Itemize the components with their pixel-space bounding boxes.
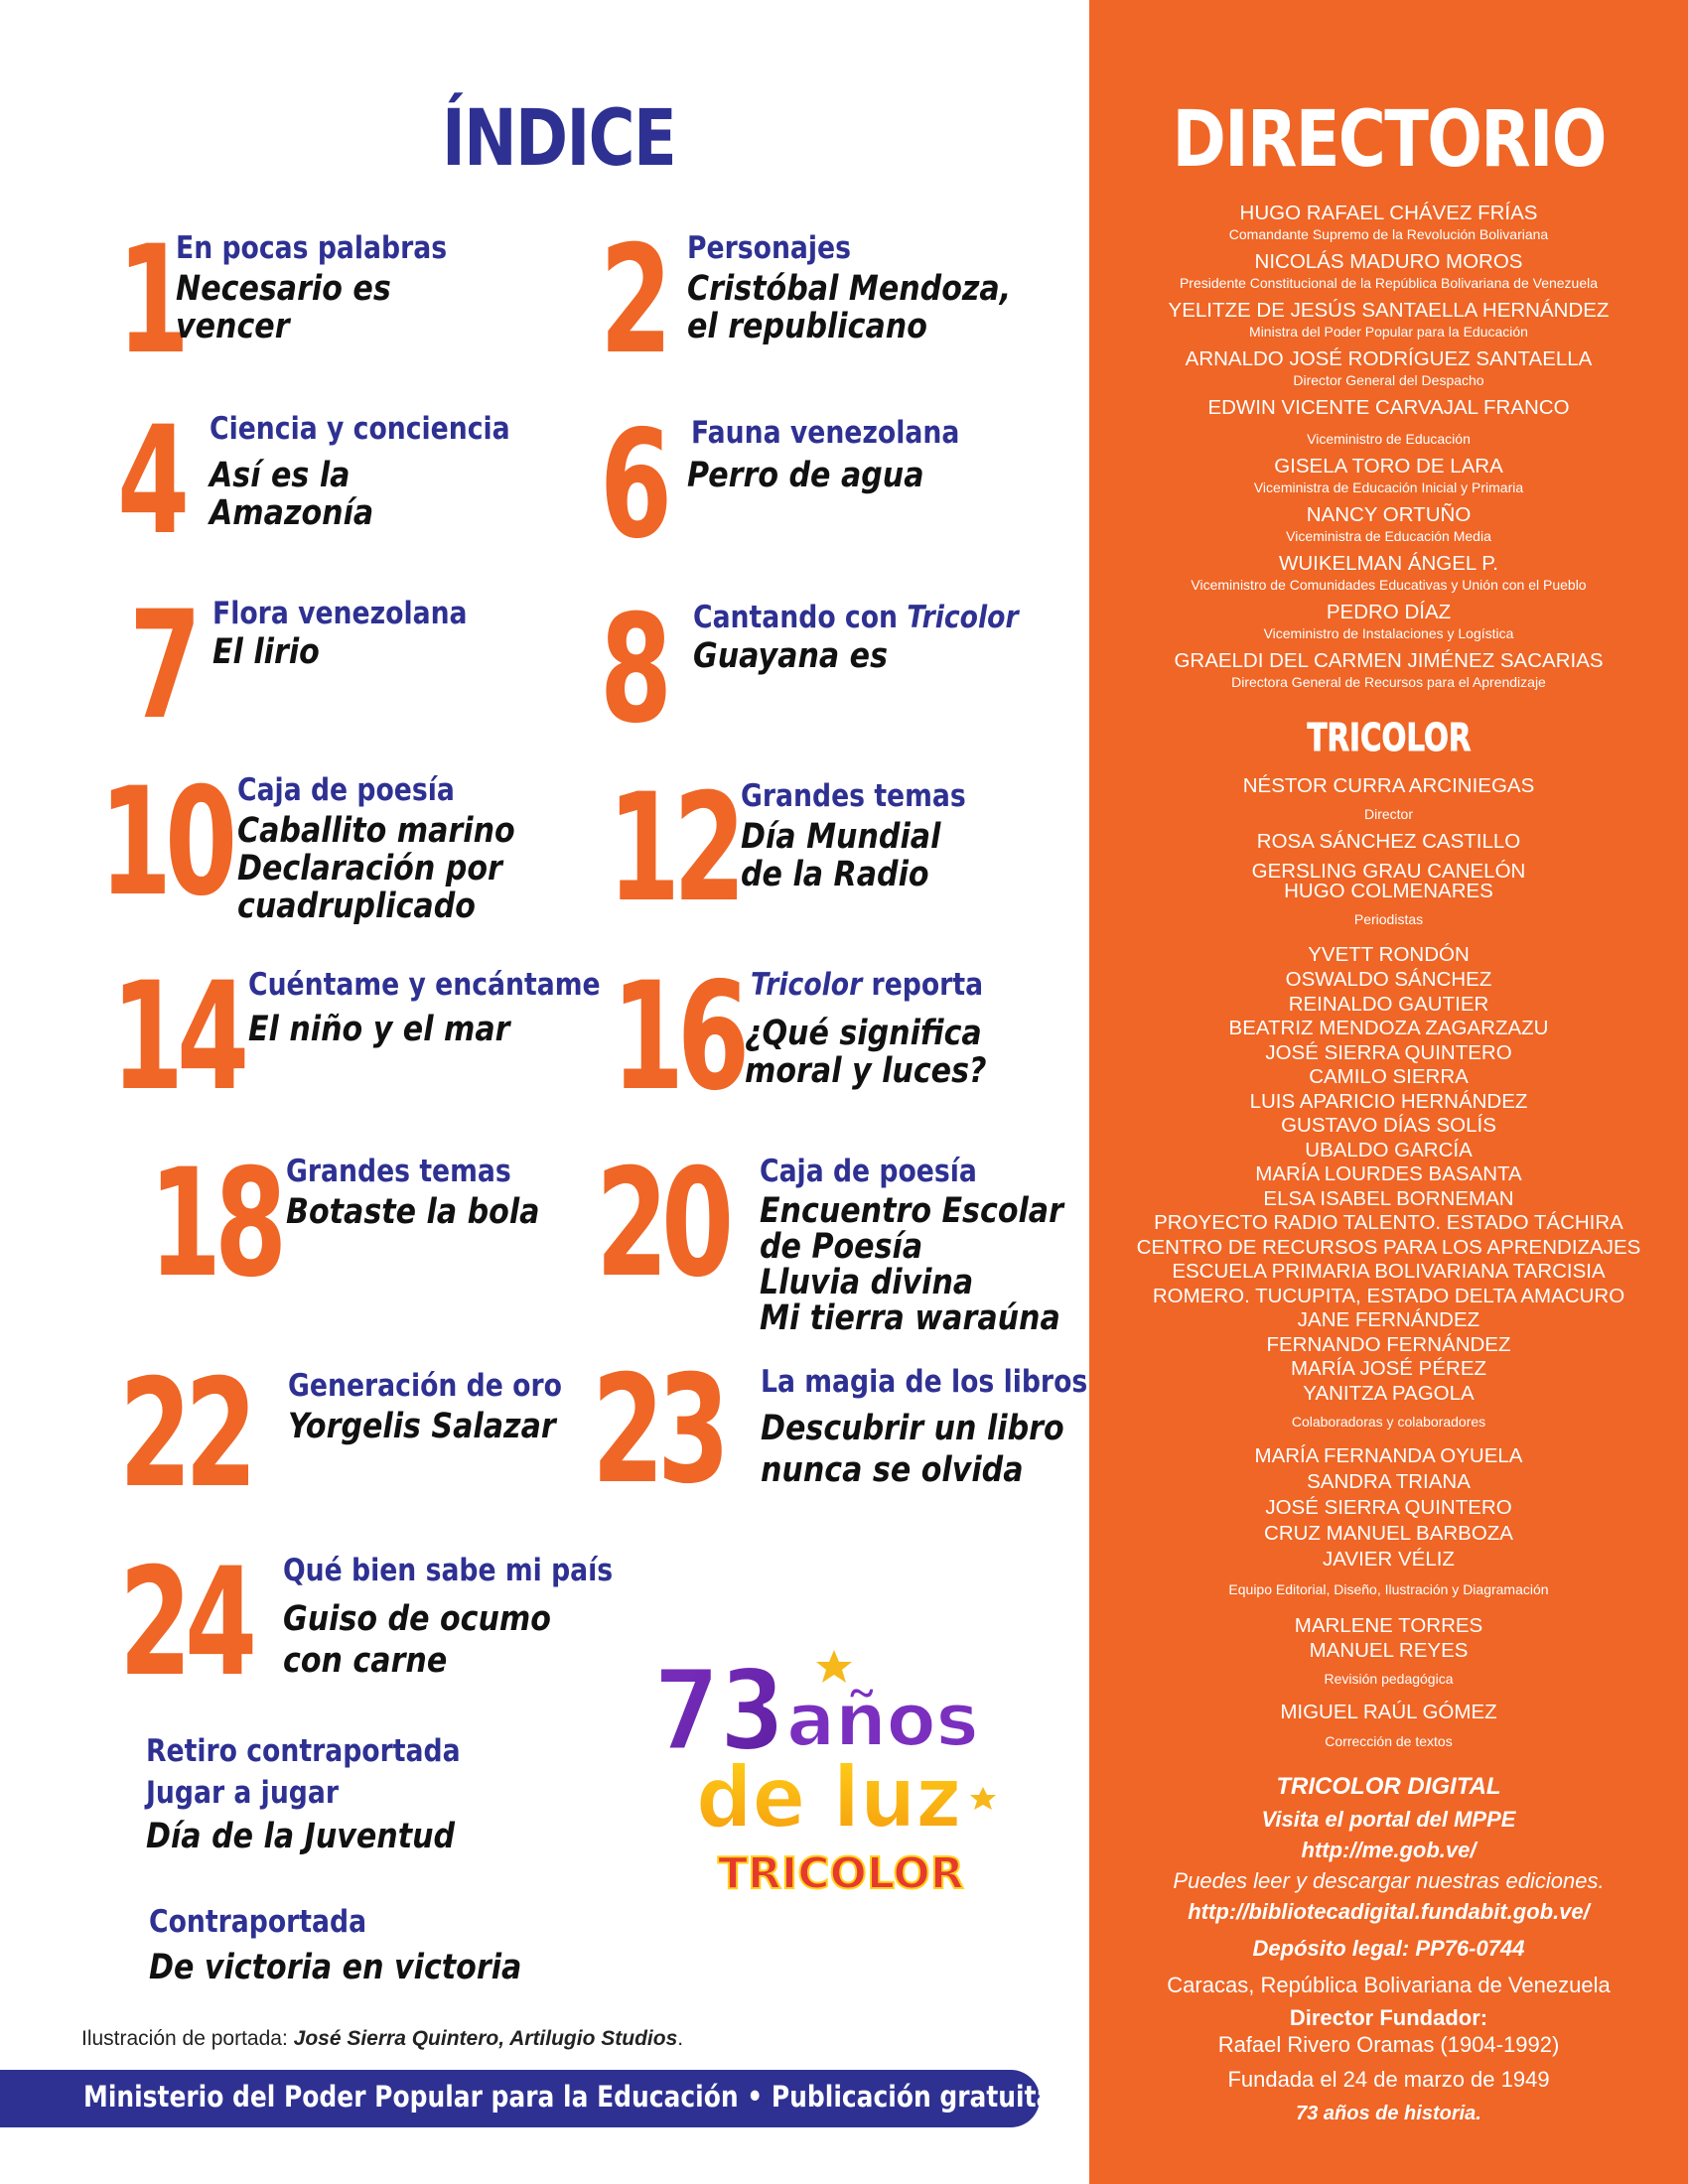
directory-content — [1089, 0, 1688, 2184]
section-label[interactable]: Contraportada — [149, 1904, 367, 1940]
staff-role: Director — [1363, 806, 1413, 822]
staff-name: MARÍA FERNANDA OYUELA — [1254, 1444, 1523, 1467]
section-label: Grandes temas — [286, 1154, 511, 1189]
official-role: Director General del Despacho — [1293, 372, 1484, 388]
official-role: Viceministro de Comunidades Educativas y Unión con el Pueblo — [1191, 577, 1587, 593]
article-titles — [288, 1408, 556, 1445]
article-title: Así es la — [210, 456, 351, 495]
directory-title — [1089, 95, 1688, 185]
collaborator-name: CENTRO DE RECURSOS PARA LOS APRENDIZAJES — [1136, 1236, 1641, 1259]
section-label: Ciencia y conciencia — [210, 411, 510, 447]
collaborator-name: ESCUELA PRIMARIA BOLIVARIANA TARCISIA — [1172, 1260, 1606, 1283]
article-titles — [212, 633, 320, 671]
staff-role: Periodistas — [1353, 911, 1424, 927]
collaborator-name: MARÍA LOURDES BASANTA — [1255, 1162, 1522, 1185]
article-title: de Poesía — [760, 1227, 923, 1267]
article-titles — [248, 1011, 510, 1048]
article-title: moral y luces? — [745, 1051, 987, 1091]
anniversary-logo — [650, 1628, 1018, 1906]
footer-text: Ministerio del Poder Popular para la Educación • Publicación gratuita — [83, 2080, 1054, 2114]
portal-link[interactable]: http://me.gob.ve/ — [1301, 1838, 1477, 1862]
collaborator-name: MARÍA JOSÉ PÉREZ — [1290, 1357, 1487, 1380]
article-title: Descubrir un libro — [761, 1409, 1064, 1448]
article-titles — [687, 457, 924, 494]
section-label: Flora venezolana — [212, 596, 468, 631]
cover-credit-end: . — [677, 2027, 684, 2050]
article-title: cuadruplicado — [237, 887, 476, 926]
founder-name: Rafael Rivero Oramas (1904-1992) — [1217, 2032, 1560, 2057]
section-label: Qué bien sabe mi país — [283, 1553, 614, 1588]
article-title[interactable]: De victoria en victoria — [149, 1948, 522, 1987]
collaborator-name: YVETT RONDÓN — [1308, 943, 1470, 966]
page-number: 6 — [600, 399, 666, 572]
section-label: Cuéntame y encántame — [248, 967, 601, 1003]
official-role: Directora General de Recursos para el Aprendizaje — [1231, 674, 1546, 690]
article-title: vencer — [176, 307, 290, 346]
official-role: Viceministro de Educación — [1307, 431, 1471, 447]
page-number: 12 — [608, 762, 740, 935]
article-title: Lluvia divina — [760, 1263, 974, 1302]
page-number: 10 — [99, 756, 231, 929]
article-title: con carne — [283, 1641, 448, 1681]
section-label-suffix: reporta — [862, 967, 984, 1003]
official-role: Viceministra de Educación Media — [1286, 528, 1491, 544]
collaborator-name: ROMERO. TUCUPITA, ESTADO DELTA AMACURO — [1152, 1285, 1625, 1307]
official-role: Presidente Constitucional de la República Bolivariana de Venezuela — [1179, 275, 1599, 291]
tricolor-logo — [1303, 711, 1477, 760]
tricolor-logo-text: TRICOLOR — [1307, 716, 1472, 759]
page-number: 18 — [149, 1138, 281, 1310]
page-number: 2 — [600, 214, 666, 387]
section-label: Caja de poesía — [237, 772, 455, 808]
page-number: 20 — [596, 1138, 728, 1310]
page-number: 14 — [111, 951, 243, 1124]
section-label: Personajes — [687, 230, 852, 266]
anniversary-line2: de luz — [696, 1747, 962, 1847]
article-title: Guiso de ocumo — [283, 1599, 551, 1639]
staff-role: Revisión pedagógica — [1324, 1671, 1454, 1687]
staff-name: MIGUEL RAÚL GÓMEZ — [1280, 1701, 1497, 1723]
official-name: NICOLÁS MADURO MOROS — [1254, 250, 1523, 273]
section-label-brand: Tricolor — [907, 600, 1019, 635]
cover-credit-name: José Sierra Quintero, Artilugio Studios — [293, 2027, 678, 2050]
official-name: GISELA TORO DE LARA — [1274, 455, 1503, 478]
staff-name: GERSLING GRAU CANELÓN — [1251, 860, 1526, 883]
staff-name: HUGO COLMENARES — [1284, 880, 1493, 902]
directory-title-text: DIRECTORIO — [1172, 95, 1606, 185]
cover-credit-label: Ilustración de portada: — [81, 2027, 294, 2050]
section-label: Generación de oro — [288, 1368, 562, 1404]
page-number: 24 — [119, 1537, 251, 1709]
section-label — [693, 600, 1019, 635]
legal-deposit: Depósito legal: PP76-0744 — [1252, 1936, 1525, 1961]
section-label-brand: Tricolor — [751, 967, 863, 1003]
section-label — [751, 967, 983, 1003]
city-text: Caracas, República Bolivariana de Venezuela — [1167, 1973, 1611, 1997]
article-title: Amazonía — [210, 493, 374, 533]
page-number: 7 — [129, 580, 196, 752]
article-titles — [176, 270, 391, 345]
cover-credit — [81, 2027, 683, 2051]
article-title: ¿Qué significa — [745, 1014, 982, 1053]
official-name: EDWIN VICENTE CARVAJAL FRANCO — [1207, 396, 1570, 419]
section-label: Caja de poesía — [760, 1154, 977, 1189]
collaborator-name: PROYECTO RADIO TALENTO. ESTADO TÁCHIRA — [1154, 1211, 1623, 1234]
article-title: Cristóbal Mendoza, — [687, 269, 1012, 309]
staff-name: JAVIER VÉLIZ — [1323, 1548, 1455, 1570]
staff-role: Corrección de textos — [1325, 1733, 1453, 1749]
collaborator-name: OSWALDO SÁNCHEZ — [1285, 968, 1492, 991]
library-link[interactable]: http://bibliotecadigital.fundabit.gob.ve/ — [1188, 1899, 1590, 1924]
digital-title: TRICOLOR DIGITAL — [1276, 1773, 1501, 1800]
anniversary-word: años — [786, 1678, 979, 1764]
page-number: 22 — [119, 1348, 251, 1521]
page-number: 8 — [600, 584, 666, 756]
collaborator-name: JANE FERNÁNDEZ — [1297, 1308, 1480, 1331]
section-label: La magia de los libros — [761, 1364, 1088, 1400]
founder-label: Director Fundador: — [1289, 2005, 1488, 2030]
section-label: En pocas palabras — [176, 230, 448, 266]
staff-name: ROSA SÁNCHEZ CASTILLO — [1256, 830, 1521, 853]
official-role: Ministra del Poder Popular para la Educación — [1249, 324, 1528, 340]
official-name: PEDRO DÍAZ — [1326, 601, 1452, 623]
page-number: 23 — [592, 1344, 724, 1517]
staff-role: Colaboradoras y colaboradores — [1291, 1414, 1486, 1430]
anniversary-number: 73 — [653, 1646, 785, 1776]
article-titles — [286, 1193, 539, 1231]
article-title: nunca se olvida — [761, 1450, 1024, 1490]
official-role: Viceministra de Educación Inicial y Primaria — [1253, 479, 1524, 495]
collaborator-name: YANITZA PAGOLA — [1303, 1382, 1475, 1405]
article-titles — [741, 818, 940, 893]
article-title: Caballito marino — [237, 811, 515, 851]
article-title: Mi tierra waraúna — [760, 1298, 1060, 1338]
staff-name: MARLENE TORRES — [1294, 1614, 1483, 1637]
collaborator-name: ELSA ISABEL BORNEMAN — [1263, 1187, 1514, 1210]
page-number: 1 — [117, 214, 184, 387]
collaborator-name: CAMILO SIERRA — [1309, 1065, 1469, 1088]
article-title: Botaste la bola — [286, 1192, 540, 1232]
collaborator-name: FERNANDO FERNÁNDEZ — [1266, 1333, 1511, 1356]
article-title: El lirio — [212, 632, 320, 672]
article-titles — [761, 1408, 1064, 1491]
anniversary-logo-art — [650, 1628, 1018, 1906]
staff-name: MANUEL REYES — [1309, 1639, 1469, 1662]
official-role: Comandante Supremo de la Revolución Bolivariana — [1228, 226, 1549, 242]
collaborator-name: GUSTAVO DÍAS SOLÍS — [1281, 1114, 1496, 1137]
section-label[interactable]: Retiro contraportada — [146, 1733, 461, 1769]
article-title: Encuentro Escolar — [760, 1191, 1063, 1231]
article-titles — [745, 1015, 986, 1090]
collaborator-name: JOSÉ SIERRA QUINTERO — [1265, 1041, 1512, 1064]
official-name: NANCY ORTUÑO — [1306, 503, 1472, 526]
official-name: YELITZE DE JESÚS SANTAELLA HERNÁNDEZ — [1168, 299, 1610, 322]
collaborator-name: LUIS APARICIO HERNÁNDEZ — [1249, 1090, 1528, 1113]
history-text: 73 años de historia. — [1296, 2103, 1481, 2124]
staff-name: CRUZ MANUEL BARBOZA — [1264, 1522, 1513, 1545]
article-title: Perro de agua — [687, 456, 924, 495]
staff-role: Equipo Editorial, Diseño, Ilustración y Diagramación — [1228, 1581, 1549, 1597]
article-title: el republicano — [687, 307, 927, 346]
digital-visit: Visita el portal del MPPE — [1261, 1807, 1516, 1832]
official-name: HUGO RAFAEL CHÁVEZ FRÍAS — [1239, 202, 1538, 224]
article-title: Yorgelis Salazar — [288, 1407, 556, 1446]
official-role: Viceministro de Instalaciones y Logística — [1263, 625, 1514, 641]
article-titles — [210, 457, 373, 532]
collaborator-name: BEATRIZ MENDOZA ZAGARZAZU — [1228, 1017, 1549, 1039]
digital-read: Puedes leer y descargar nuestras ediciones. — [1173, 1868, 1605, 1893]
staff-name: SANDRA TRIANA — [1307, 1470, 1471, 1493]
staff-name: JOSÉ SIERRA QUINTERO — [1265, 1496, 1512, 1519]
article-titles — [687, 270, 1011, 345]
article-title[interactable]: Día de la Juventud — [146, 1817, 456, 1856]
staff-name: NÉSTOR CURRA ARCINIEGAS — [1242, 774, 1535, 797]
section-label[interactable]: Jugar a jugar — [146, 1775, 340, 1811]
index-title: ÍNDICE — [442, 94, 676, 184]
collaborator-name: UBALDO GARCÍA — [1305, 1139, 1473, 1161]
official-name: ARNALDO JOSÉ RODRÍGUEZ SANTAELLA — [1185, 347, 1593, 370]
article-titles — [283, 1598, 551, 1682]
section-label: Grandes temas — [741, 778, 966, 814]
anniversary-brand: TRICOLOR — [718, 1848, 964, 1899]
article-title: Declaración por — [237, 849, 502, 888]
founded-date: Fundada el 24 de marzo de 1949 — [1227, 2067, 1550, 2092]
article-title: Necesario es — [176, 269, 391, 309]
section-label: Fauna venezolana — [691, 415, 960, 451]
article-titles — [237, 812, 515, 925]
section-label-prefix: Cantando con — [693, 600, 908, 635]
article-title: Guayana es — [693, 636, 889, 676]
official-name: GRAELDI DEL CARMEN JIMÉNEZ SACARIAS — [1174, 649, 1604, 672]
official-name: WUIKELMAN ÁNGEL P. — [1278, 552, 1498, 575]
article-title: Día Mundial — [741, 817, 941, 857]
collaborator-name: REINALDO GAUTIER — [1288, 993, 1489, 1016]
article-title: de la Radio — [741, 855, 929, 894]
page-number: 4 — [117, 395, 184, 568]
article-titles — [693, 637, 888, 675]
article-title: El niño y el mar — [248, 1010, 510, 1049]
article-titles — [760, 1193, 1063, 1336]
page-number: 16 — [612, 951, 744, 1124]
